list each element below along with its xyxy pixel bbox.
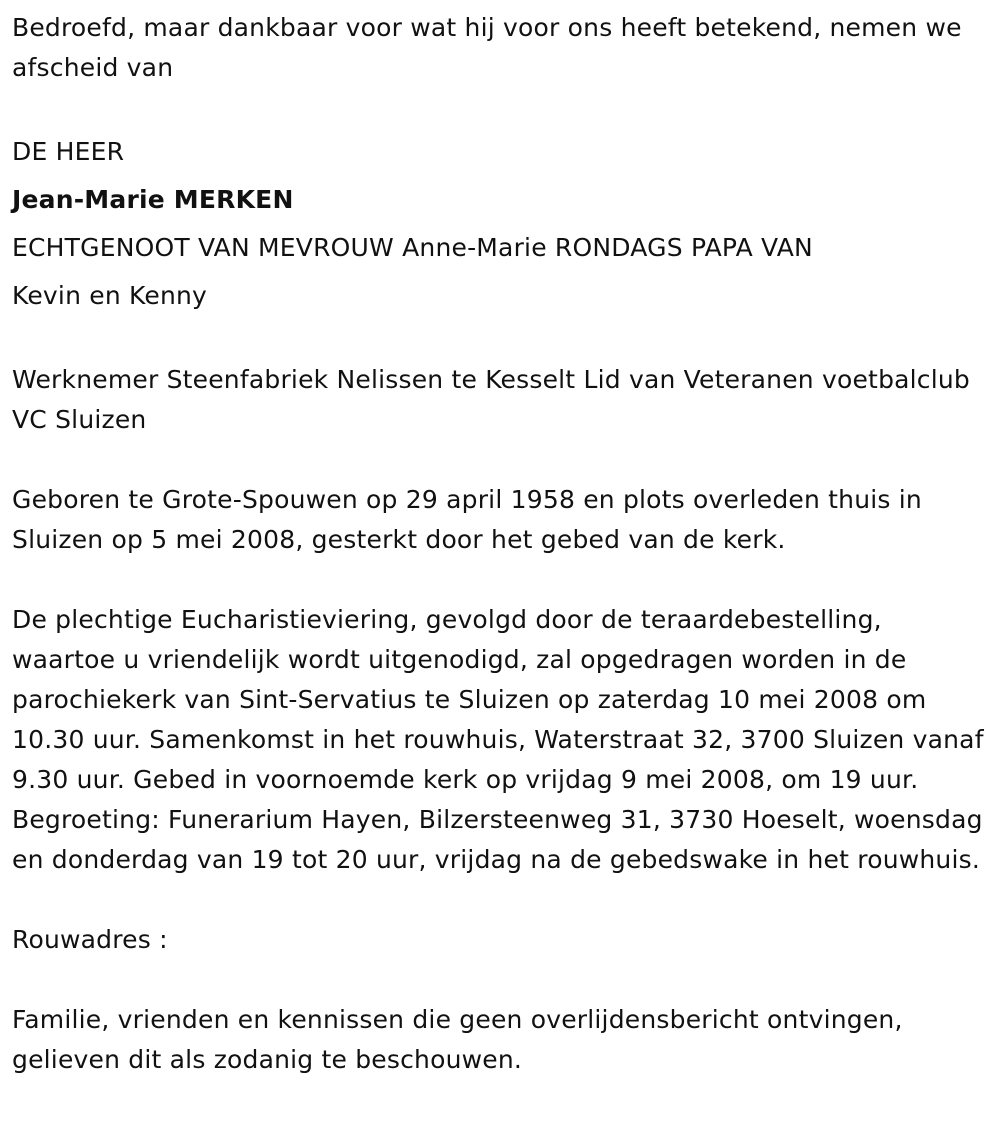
- work-text: Werknemer Steenfabriek Nelissen te Kesselt Lid van Veteranen voetbalclub VC Sluizen: [12, 365, 971, 434]
- spacer: [12, 88, 988, 128]
- closing-text: Familie, vrienden en kennissen die geen overlijdensbericht ontvingen, gelieven dit als zodanig te beschouwen.: [12, 1005, 903, 1074]
- spacer: [12, 880, 988, 920]
- spacer: [12, 960, 988, 1000]
- spacer: [12, 320, 988, 360]
- spouse-line: ECHTGENOOT VAN MEVROUW Anne-Marie RONDAGS PAPA VAN: [12, 233, 813, 262]
- spacer: [12, 560, 988, 600]
- deceased-name: Jean-Marie MERKEN: [12, 185, 294, 214]
- ceremony-text: De plechtige Eucharistieviering, gevolgd door de teraardebestelling, waartoe u vriendelijk wordt uitgenodigd, zal opgedragen worden in de parochiekerk van Sint-Servatius te Sluizen op zaterdag 10 mei 2008 om 10.30 uur. Samenkomst in het rouwhuis, Waterstraat 32, 3700 Sluizen vanaf 9.30 uur. Gebed in voornoemde kerk op vrijdag 9 mei 2008, om 19 uur. Begroeting: Funerarium Hayen, Bilzersteenweg 31, 3730 Hoeselt, woensdag en donderdag van 19 tot 20 uur, vrijdag na de gebedswake in het rouwhuis.: [12, 605, 984, 874]
- title-text: DE HEER: [12, 137, 125, 166]
- spacer: [12, 440, 988, 480]
- intro-text: Bedroefd, maar dankbaar voor wat hij voor ons heeft betekend, nemen we afscheid van: [12, 13, 962, 82]
- children-line: Kevin en Kenny: [12, 281, 208, 310]
- address-label: Rouwadres :: [12, 925, 168, 954]
- birth-death-text: Geboren te Grote-Spouwen op 29 april 1958 en plots overleden thuis in Sluizen op 5 mei 2008, gesterkt door het gebed van de kerk.: [12, 485, 922, 554]
